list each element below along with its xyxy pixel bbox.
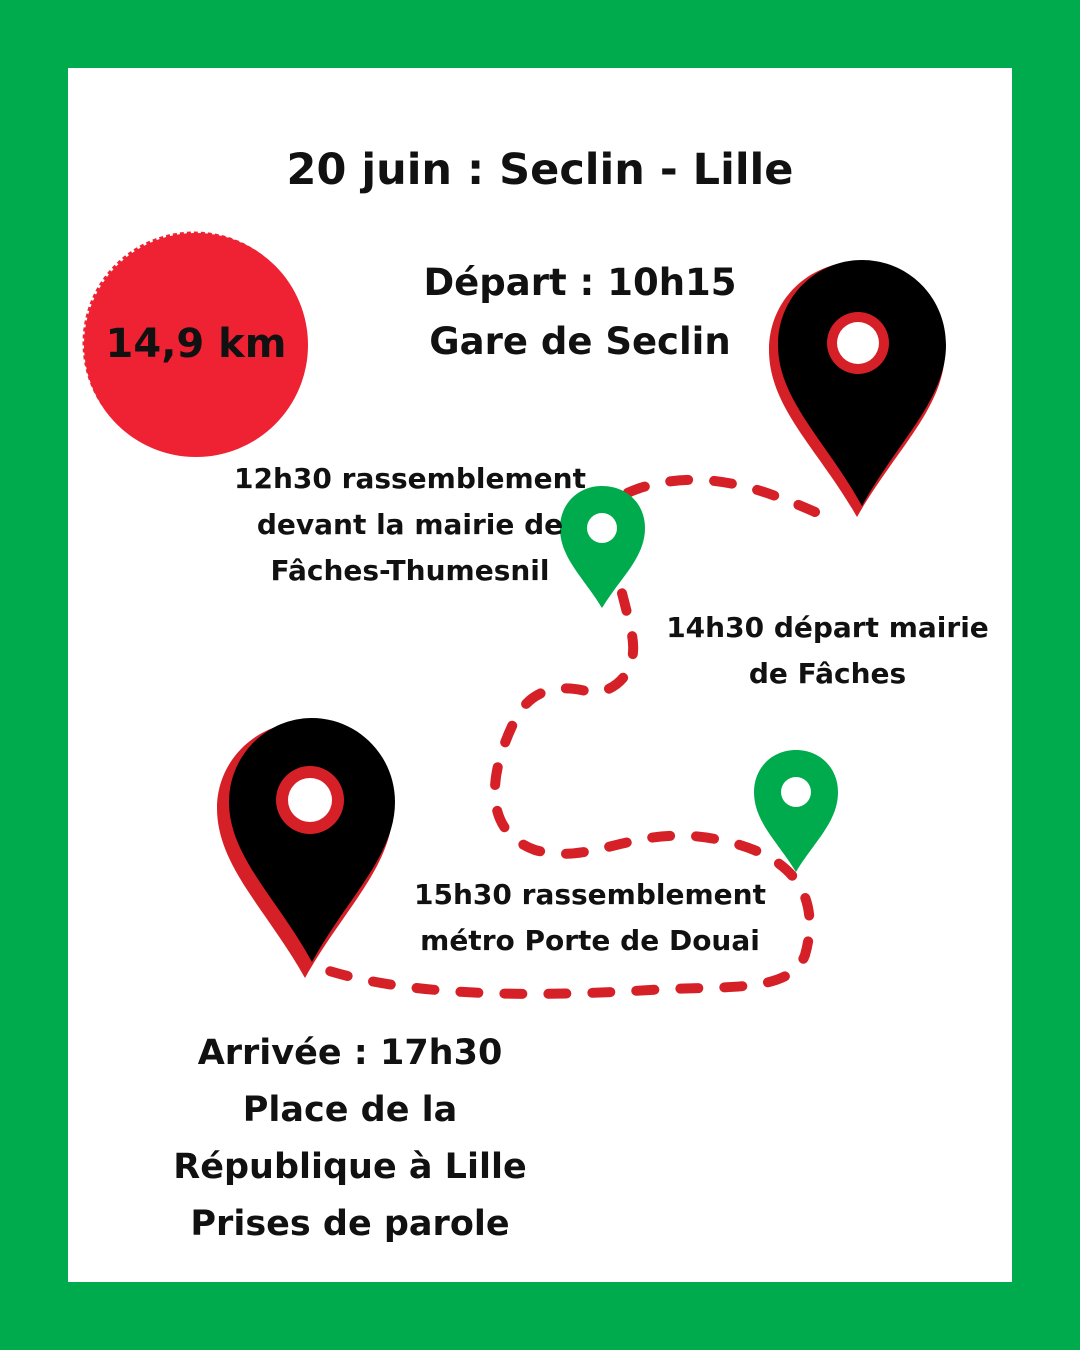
stop-2-line-2: de Fâches: [748, 657, 907, 690]
page-title: 20 juin : Seclin - Lille: [286, 145, 794, 195]
departure-line-2: Gare de Seclin: [429, 320, 731, 363]
stop-pin-porte-de-douai-icon: [754, 750, 838, 872]
departure-line-1: Départ : 10h15: [423, 261, 737, 304]
arrival-line-4: Prises de parole: [190, 1204, 510, 1244]
stop-3-line-1: 15h30 rassemblement: [414, 878, 766, 911]
stop-fachesdepart-label: [660, 605, 995, 697]
arrival-line-1: Arrivée : 17h30: [197, 1033, 503, 1073]
stop-fachesthumesnil-label: [220, 456, 600, 594]
stop-1-line-1: 12h30 rassemblement: [234, 462, 586, 495]
arrival-line-3: République à Lille: [173, 1147, 527, 1187]
stop-porte-de-douai-label: [405, 872, 775, 964]
stop-3-line-2: métro Porte de Douai: [420, 924, 760, 957]
stop-1-line-2: devant la mairie de: [256, 508, 564, 541]
distance-badge-label: 14,9 km: [105, 321, 287, 367]
stop-1-line-3: Fâches-Thumesnil: [270, 554, 550, 587]
arrival-info: [160, 1025, 540, 1253]
arrival-line-2: Place de la: [242, 1090, 458, 1130]
start-pin-icon: [769, 260, 946, 517]
departure-info: [400, 253, 760, 371]
end-pin-icon: [217, 718, 395, 978]
stop-2-line-1: 14h30 départ mairie: [666, 611, 989, 644]
